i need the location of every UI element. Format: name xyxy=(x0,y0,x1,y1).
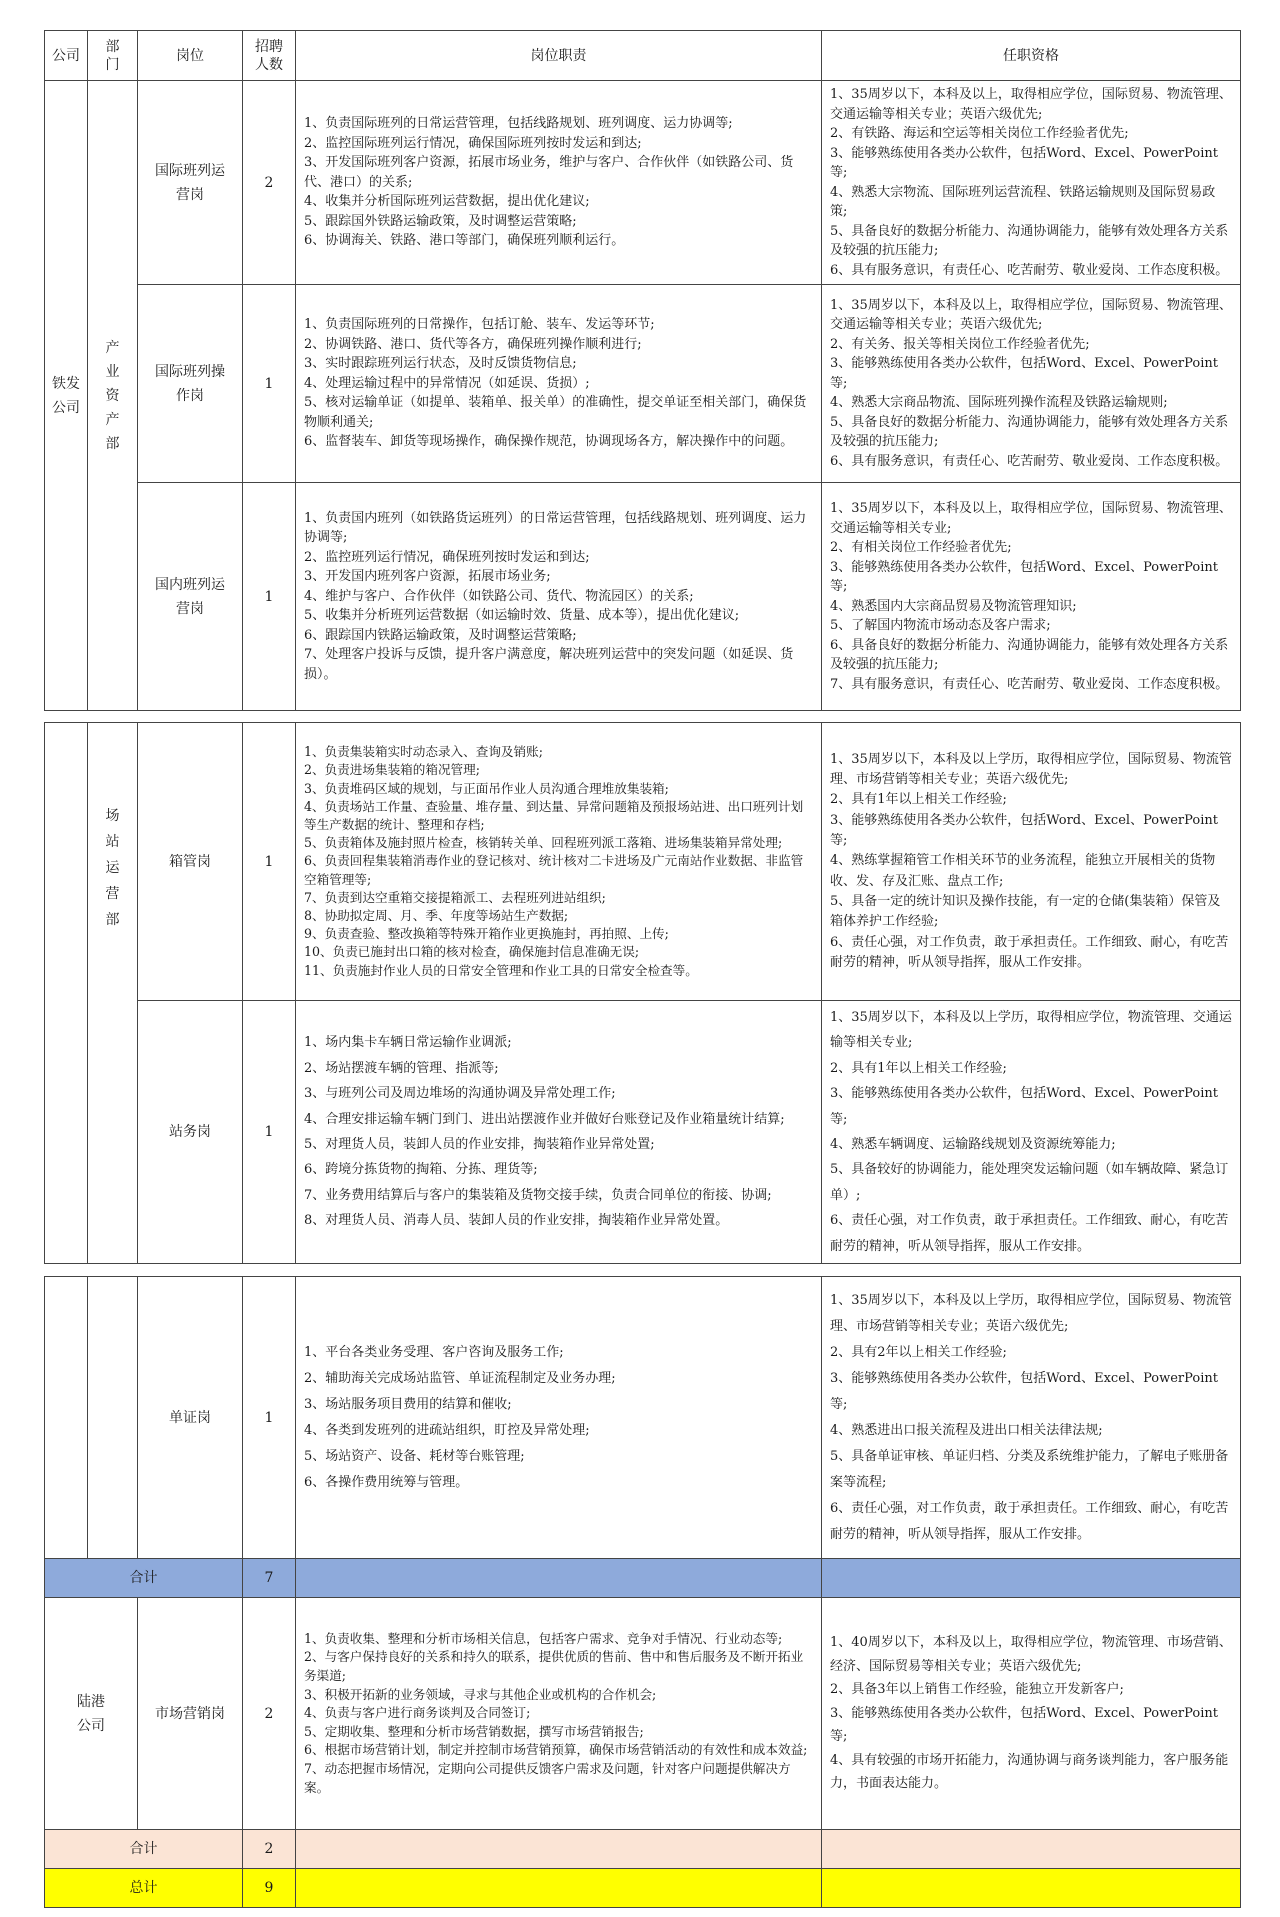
duty-item: 1、负责国际班列的日常操作，包括订舱、装车、发运等环节; xyxy=(304,317,655,333)
qualification-item: 6、具有服务意识，有责任心、吃苦耐劳、敬业爱岗、工作态度积极。 xyxy=(830,262,1229,278)
count-cell: 1 xyxy=(243,1277,296,1559)
duty-item: 7、负责到达空重箱交接提箱派工、去程班列进站组织; xyxy=(304,889,606,905)
qualification-item: 4、熟悉大宗商品物流、国际班列操作流程及铁路运输规则; xyxy=(830,395,1168,411)
count-cell: 1 xyxy=(243,723,296,1001)
qualification-item: 1、35周岁以下，本科及以上学历，取得相应学位，国际贸易、物流管理、市场营销等相关专业；英语六级优先; xyxy=(830,751,1232,788)
qualification-item: 4、熟悉大宗物流、国际班列运营流程、铁路运输规则及国际贸易政策; xyxy=(830,184,1216,219)
duty-item: 4、各类到发班列的进疏站组织，盯控及异常处理; xyxy=(304,1422,590,1438)
position-cell: 单证岗 xyxy=(138,1277,243,1559)
duty-item: 6、负责回程集装箱消毒作业的登记核对、统计核对二卡进场及广元南站作业数据、非监管空箱管理等; xyxy=(304,853,804,887)
recruitment-table-part2 xyxy=(44,722,1241,1264)
duty-item: 5、收集并分析班列运营数据（如运输时效、货量、成本等），提出优化建议; xyxy=(304,608,740,624)
duty-item: 4、收集并分析国际班列运营数据，提出优化建议; xyxy=(304,194,590,210)
grand-total-label: 总计 xyxy=(45,1869,243,1908)
subtotal-row-tiefa xyxy=(45,1559,1241,1598)
qualification-item: 5、具备单证审核、单证归档、分类及系统维护能力，了解电子账册备案等流程; xyxy=(830,1448,1229,1490)
qualification-item: 5、具备良好的数据分析能力、沟通协调能力，能够有效处理各方关系及较强的抗压能力; xyxy=(830,223,1229,258)
qualifications-cell xyxy=(822,285,1241,483)
duty-item: 6、根据市场营销计划，制定并控制市场营销预算，确保市场营销活动的有效性和成本效益; xyxy=(304,1742,808,1758)
header-duties: 岗位职责 xyxy=(296,31,822,81)
duty-item: 6、跟踪国内铁路运输政策，及时调整运营策略; xyxy=(304,627,577,643)
qualifications-cell xyxy=(822,1277,1241,1559)
count-cell: 1 xyxy=(243,483,296,711)
qualification-item: 4、熟练掌握箱管工作相关环节的业务流程，能独立开展相关的货物收、发、存及汇账、盘点工作; xyxy=(830,853,1216,889)
qualification-item: 6、具备良好的数据分析能力、沟通协调能力，能够有效处理各方关系及较强的抗压能力; xyxy=(830,637,1229,672)
qualification-item: 5、了解国内物流市场动态及客户需求; xyxy=(830,618,1051,633)
company-cell: 陆港公司 xyxy=(45,1598,138,1830)
position-cell: 国际班列操作岗 xyxy=(138,285,243,483)
duty-item: 5、对理货人员，装卸人员的作业安排，掏装箱作业异常处置; xyxy=(304,1137,655,1153)
header-department: 部门 xyxy=(88,31,138,81)
duty-item: 1、负责集装箱实时动态录入、查询及销账; xyxy=(304,744,543,760)
duty-item: 5、跟踪国外铁路运输政策，及时调整运营策略; xyxy=(304,213,577,229)
duties-cell xyxy=(296,1598,822,1830)
table-row xyxy=(45,483,1241,711)
position-cell: 国际班列运营岗 xyxy=(138,81,243,285)
duty-item: 3、开发国内班列客户资源，拓展市场业务; xyxy=(304,569,551,585)
qualifications-cell xyxy=(822,483,1241,711)
qualification-item: 3、能够熟练使用各类办公软件，包括Word、Excel、PowerPoint 等; xyxy=(830,559,1218,594)
subtotal-count: 2 xyxy=(243,1830,296,1869)
subtotal-label: 合计 xyxy=(45,1830,243,1869)
duty-item: 6、跨境分拣货物的掏箱、分拣、理货等; xyxy=(304,1162,538,1178)
duties-cell xyxy=(296,723,822,1001)
department-cell-empty xyxy=(88,1277,138,1559)
duties-cell xyxy=(296,1001,822,1264)
subtotal-empty xyxy=(296,1830,822,1869)
duty-item: 2、监控国际班列运行情况，确保国际班列按时发运和到达; xyxy=(304,135,642,151)
company-cell-empty xyxy=(45,723,88,1264)
duty-item: 3、积极开拓新的业务领域，寻求与其他企业或机构的合作机会; xyxy=(304,1686,657,1702)
qualification-item: 6、具有服务意识，有责任心、吃苦耐劳、敬业爱岗、工作态度积极。 xyxy=(830,453,1229,469)
subtotal-count: 7 xyxy=(243,1559,296,1598)
duties-cell xyxy=(296,1277,822,1559)
subtotal-empty xyxy=(822,1559,1241,1598)
duty-item: 5、核对运输单证（如提单、装箱单、报关单）的准确性，提交单证至相关部门，确保货物顺利通关; xyxy=(304,395,807,430)
qualification-item: 3、能够熟练使用各类办公软件，包括Word、Excel、PowerPoint 等; xyxy=(830,1370,1218,1412)
qualification-item: 2、有相关岗位工作经验者优先; xyxy=(830,540,1012,555)
grand-total-empty xyxy=(822,1869,1241,1908)
qualifications-cell xyxy=(822,81,1241,285)
duty-item: 4、处理运输过程中的异常情况（如延误、货损）; xyxy=(304,375,590,391)
duties-cell xyxy=(296,483,822,711)
qualification-item: 1、35周岁以下，本科及以上，取得相应学位，国际贸易、物流管理、交通运输等相关专业；英语六级优先; xyxy=(830,87,1232,122)
company-cell: 铁发公司 xyxy=(45,81,88,711)
duty-item: 2、场站摆渡车辆的管理、指派等; xyxy=(304,1060,499,1076)
header-company: 公司 xyxy=(45,31,88,81)
recruitment-table-part1 xyxy=(44,30,1241,711)
duty-item: 3、场站服务项目费用的结算和催收; xyxy=(304,1396,512,1412)
qualification-item: 2、具有1年以上相关工作经验; xyxy=(830,1060,1007,1076)
duty-item: 3、开发国际班列客户资源，拓展市场业务，维护与客户、合作伙伴（如铁路公司、货代、港口）的关系; xyxy=(304,155,794,190)
qualification-item: 1、35周岁以下，本科及以上，取得相应学位，国际贸易、物流管理、交通运输等相关专业; xyxy=(830,501,1232,536)
table-row xyxy=(45,285,1241,483)
duty-item: 1、负责国内班列（如铁路货运班列）的日常运营管理，包括线路规划、班列调度、运力协调等; xyxy=(304,510,807,546)
qualification-item: 4、熟悉进出口报关流程及进出口相关法律法规; xyxy=(830,1422,1103,1438)
duty-item: 11、负责施封作业人员的日常安全管理和作业工具的日常安全检查等。 xyxy=(304,962,698,978)
subtotal-label: 合计 xyxy=(45,1559,243,1598)
qualification-item: 3、能够熟练使用各类办公软件，包括Word、Excel、PowerPoint 等; xyxy=(830,356,1218,391)
qualification-item: 2、具有2年以上相关工作经验; xyxy=(830,1344,1007,1360)
count-cell: 1 xyxy=(243,285,296,483)
grand-total-row xyxy=(45,1869,1241,1908)
table-row xyxy=(45,1598,1241,1830)
grand-total-empty xyxy=(296,1869,822,1908)
duty-item: 9、负责查验、整改换箱等特殊开箱作业更换施封，再拍照、上传; xyxy=(304,926,669,942)
qualification-item: 2、具有1年以上相关工作经验; xyxy=(830,792,1007,808)
duties-cell xyxy=(296,81,822,285)
duty-item: 1、场内集卡车辆日常运输作业调派; xyxy=(304,1035,512,1051)
table-row xyxy=(45,1277,1241,1559)
qualifications-cell xyxy=(822,1598,1241,1830)
qualification-item: 2、有铁路、海运和空运等相关岗位工作经验者优先; xyxy=(830,126,1129,141)
duty-item: 3、负责堆码区域的规划，与正面吊作业人员沟通合理堆放集装箱; xyxy=(304,780,669,796)
qualifications-cell xyxy=(822,1001,1241,1264)
qualification-item: 3、能够熟练使用各类办公软件，包括Word、Excel、PowerPoint 等; xyxy=(830,812,1218,849)
table-row xyxy=(45,1001,1241,1264)
qualification-item: 7、具有服务意识，有责任心、吃苦耐劳、敬业爱岗、工作态度积极。 xyxy=(830,676,1229,692)
qualification-item: 6、责任心强，对工作负责，敢于承担责任。工作细致、耐心，有吃苦耐劳的精神，听从领导指挥，服从工作安排。 xyxy=(830,1500,1229,1542)
duty-item: 7、动态把握市场情况，定期向公司提供反馈客户需求及问题，针对客户问题提供解决方案。 xyxy=(304,1760,791,1795)
qualification-item: 4、熟悉车辆调度、运输路线规划及资源统筹能力; xyxy=(830,1137,1116,1153)
duty-item: 2、协调铁路、港口、货代等各方，确保班列操作顺利进行; xyxy=(304,336,642,352)
duty-item: 2、监控班列运行情况，确保班列按时发运和到达; xyxy=(304,549,590,565)
qualification-item: 1、35周岁以下，本科及以上学历，取得相应学位，国际贸易、物流管理、市场营销等相关专业；英语六级优先; xyxy=(830,1292,1232,1334)
duty-item: 6、协调海关、铁路、港口等部门，确保班列顺利运行。 xyxy=(304,233,625,249)
duty-item: 5、场站资产、设备、耗材等台账管理; xyxy=(304,1448,525,1464)
duty-item: 3、与班列公司及周边堆场的沟通协调及异常处理工作; xyxy=(304,1086,616,1102)
count-cell: 2 xyxy=(243,1598,296,1830)
duty-item: 5、定期收集、整理和分析市场营销数据，撰写市场营销报告; xyxy=(304,1723,644,1739)
qualification-item: 4、熟悉国内大宗商品贸易及物流管理知识; xyxy=(830,598,1077,614)
qualification-item: 4、具有较强的市场开拓能力，沟通协调与商务谈判能力，客户服务能力，书面表达能力。 xyxy=(830,1752,1229,1792)
qualifications-cell xyxy=(822,723,1241,1001)
position-cell: 站务岗 xyxy=(138,1001,243,1264)
duty-item: 7、业务费用结算后与客户的集装箱及货物交接手续，负责合同单位的衔接、协调; xyxy=(304,1187,772,1203)
duty-item: 2、负责进场集装箱的箱况管理; xyxy=(304,762,480,778)
position-cell: 箱管岗 xyxy=(138,723,243,1001)
department-cell: 场站运营部 xyxy=(88,723,138,1264)
department-cell: 产业资产部 xyxy=(88,81,138,711)
qualification-item: 3、能够熟练使用各类办公软件，包括Word、Excel、PowerPoint 等; xyxy=(830,1705,1218,1745)
duty-item: 1、负责收集、整理和分析市场相关信息，包括客户需求、竞争对手情况、行业动态等; xyxy=(304,1630,783,1646)
duty-item: 1、负责国际班列的日常运营管理，包括线路规划、班列调度、运力协调等; xyxy=(304,116,733,132)
duty-item: 6、监督装车、卸货等现场操作，确保操作规范，协调现场各方，解决操作中的问题。 xyxy=(304,434,794,450)
position-cell: 国内班列运营岗 xyxy=(138,483,243,711)
duty-item: 7、处理客户投诉与反馈，提升客户满意度，解决班列运营中的突发问题（如延误、货损）。 xyxy=(304,647,794,682)
duty-item: 8、协助拟定周、月、季、年度等场站生产数据; xyxy=(304,908,569,923)
header-row xyxy=(45,31,1241,81)
duty-item: 8、对理货人员、消毒人员、装卸人员的作业安排，掏装箱作业异常处置。 xyxy=(304,1213,729,1229)
recruitment-table-part3 xyxy=(44,1276,1241,1908)
duty-item: 2、辅助海关完成场站监管、单证流程制定及业务办理; xyxy=(304,1370,616,1386)
duty-item: 2、与客户保持良好的关系和持久的联系，提供优质的售前、售中和售后服务及不断开拓业务渠道; xyxy=(304,1649,804,1684)
company-cell-empty xyxy=(45,1277,88,1559)
subtotal-row-lugang xyxy=(45,1830,1241,1869)
qualification-item: 3、能够熟练使用各类办公软件，包括Word、Excel、PowerPoint 等; xyxy=(830,145,1218,180)
qualification-item: 1、35周岁以下，本科及以上，取得相应学位，国际贸易、物流管理、交通运输等相关专业；英语六级优先; xyxy=(830,297,1232,333)
duty-item: 6、各操作费用统筹与管理。 xyxy=(304,1474,469,1490)
qualification-item: 2、具备3年以上销售工作经验，能独立开发新客户; xyxy=(830,1682,1124,1698)
qualification-item: 6、责任心强，对工作负责，敢于承担责任。工作细致、耐心，有吃苦耐劳的精神，听从领导指挥，服从工作安排。 xyxy=(830,1213,1229,1254)
duty-item: 4、负责与客户进行商务谈判及合同签订; xyxy=(304,1705,531,1721)
position-cell: 市场营销岗 xyxy=(138,1598,243,1830)
duty-item: 1、平台各类业务受理、客户咨询及服务工作; xyxy=(304,1344,564,1360)
qualification-item: 5、具备一定的统计知识及操作技能，有一定的仓储(集装箱）保管及箱体养护工作经验; xyxy=(830,893,1221,930)
subtotal-empty xyxy=(822,1830,1241,1869)
qualification-item: 6、责任心强，对工作负责，敢于承担责任。工作细致、耐心，有吃苦耐劳的精神，听从领导指挥，服从工作安排。 xyxy=(830,934,1229,970)
grand-total-count: 9 xyxy=(243,1869,296,1908)
qualification-item: 5、具备良好的数据分析能力、沟通协调能力，能够有效处理各方关系及较强的抗压能力; xyxy=(830,414,1229,450)
count-cell: 1 xyxy=(243,1001,296,1264)
duties-cell xyxy=(296,285,822,483)
qualification-item: 1、35周岁以下，本科及以上学历，取得相应学位，物流管理、交通运输等相关专业; xyxy=(830,1010,1232,1051)
subtotal-empty xyxy=(296,1559,822,1598)
table-row xyxy=(45,723,1241,1001)
qualification-item: 3、能够熟练使用各类办公软件，包括Word、Excel、PowerPoint 等; xyxy=(830,1086,1218,1127)
table-row xyxy=(45,81,1241,285)
header-count: 招聘人数 xyxy=(243,31,296,81)
duty-item: 5、负责箱体及施封照片检查，核销转关单、回程班列派工落箱、进场集装箱异常处理; xyxy=(304,835,783,851)
qualification-item: 5、具备较好的协调能力，能处理突发运输问题（如车辆故障、紧急订单）; xyxy=(830,1162,1229,1203)
qualification-item: 1、40周岁以下，本科及以上，取得相应学位，物流管理、市场营销、经济、国际贸易等相关专业；英语六级优先; xyxy=(830,1635,1232,1674)
qualification-item: 2、有关务、报关等相关岗位工作经验者优先; xyxy=(830,336,1090,352)
header-qualifications: 任职资格 xyxy=(822,31,1241,81)
count-cell: 2 xyxy=(243,81,296,285)
duty-item: 4、合理安排运输车辆门到门、进出站摆渡作业并做好台账登记及作业箱量统计结算; xyxy=(304,1111,785,1127)
duty-item: 4、维护与客户、合作伙伴（如铁路公司、货代、物流园区）的关系; xyxy=(304,588,694,604)
duty-item: 4、负责场站工作量、查验量、堆存量、到达量、异常问题箱及预报场站进、出口班列计划等生产数据的统计、整理和存档; xyxy=(304,798,804,832)
duty-item: 10、负责已施封出口箱的核对检查，确保施封信息准确无误; xyxy=(304,944,640,960)
header-position: 岗位 xyxy=(138,31,243,81)
duty-item: 3、实时跟踪班列运行状态，及时反馈货物信息; xyxy=(304,356,577,372)
